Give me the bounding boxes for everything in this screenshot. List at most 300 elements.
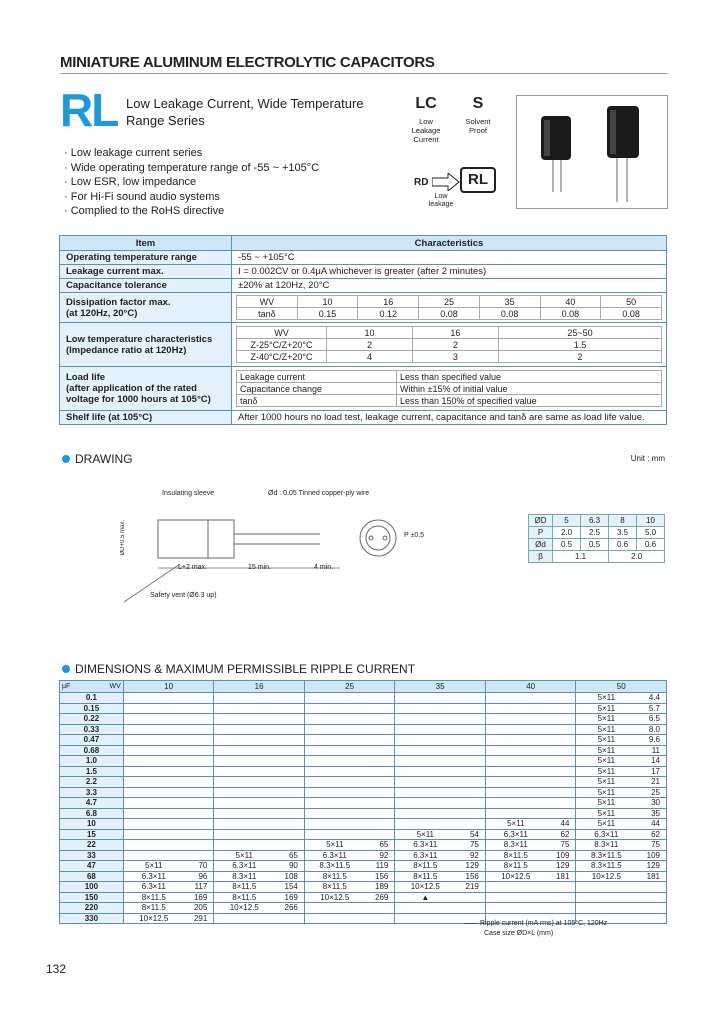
case-size-cell <box>304 829 364 840</box>
ripple-value-cell: 21 <box>636 777 666 788</box>
case-size-cell <box>304 693 364 704</box>
case-size-cell <box>395 693 455 704</box>
ripple-value-cell <box>636 903 666 914</box>
ripple-value-cell <box>274 735 304 746</box>
capacitance-cell: 47 <box>60 861 124 872</box>
ripple-value-cell <box>274 913 304 924</box>
table-row <box>60 850 667 861</box>
ripple-value-cell: 129 <box>636 861 666 872</box>
case-size-cell <box>214 724 274 735</box>
case-size-cell: 8×11.5 <box>304 871 364 882</box>
ripple-value-cell <box>455 714 485 725</box>
series-description: Low Leakage Current, Wide Temperature Range Series <box>126 96 364 128</box>
feature-item: · Low ESR, low impedance <box>64 175 319 190</box>
case-size-cell: 6.3×11 <box>576 829 636 840</box>
case-size-cell: 8×11.5 <box>485 850 545 861</box>
case-size-cell <box>214 777 274 788</box>
ripple-value-cell <box>455 693 485 704</box>
ripple-value-cell: 70 <box>184 861 214 872</box>
case-size-cell: 5×11 <box>576 766 636 777</box>
title-divider <box>60 73 668 74</box>
case-size-cell <box>214 819 274 830</box>
feature-item: · Complied to the RoHS directive <box>64 204 319 219</box>
dim-cell: 0.5 <box>553 539 581 551</box>
cap-tolerance-label: Capacitance tolerance <box>60 279 232 293</box>
ripple-value-cell: 189 <box>365 882 395 893</box>
case-size-cell <box>123 829 183 840</box>
feature-item: · For Hi-Fi sound audio systems <box>64 190 319 205</box>
ripple-value-cell <box>274 798 304 809</box>
case-size-cell <box>123 714 183 725</box>
ripple-value-cell: 30 <box>636 798 666 809</box>
length-label: L+2 max. <box>178 564 207 571</box>
ripple-value-cell: 44 <box>546 819 576 830</box>
ripple-value-cell <box>274 766 304 777</box>
ripple-value-cell <box>365 735 395 746</box>
ripple-value-cell: 35 <box>636 808 666 819</box>
load-life-sub2: voltage for 1000 hours at 105°C) <box>66 394 211 405</box>
df-table <box>236 295 662 320</box>
diameter-label: ØD+0.5 max. <box>120 520 126 556</box>
df-wv: 10 <box>297 296 358 308</box>
case-size-cell: 5×11 <box>576 714 636 725</box>
case-size-cell <box>395 714 455 725</box>
case-size-cell: 5×11 <box>576 819 636 830</box>
case-size-cell <box>485 724 545 735</box>
case-size-cell: 8.3×11.5 <box>576 850 636 861</box>
ripple-heading <box>62 662 415 676</box>
capacitance-cell: 68 <box>60 871 124 882</box>
feature-item: · Low leakage current series <box>64 146 319 161</box>
table-row <box>60 829 667 840</box>
solvent-proof-label: Solvent Proof <box>465 117 491 135</box>
case-size-cell: 5×11 <box>576 703 636 714</box>
ripple-value-cell <box>546 787 576 798</box>
low-leakage-badge <box>404 94 448 144</box>
df-wv: 16 <box>358 296 419 308</box>
df-wv-label: WV <box>237 296 298 308</box>
df-tan: 0.08 <box>540 308 601 320</box>
ripple-value-cell: 75 <box>455 840 485 851</box>
ripple-value-cell <box>184 766 214 777</box>
ripple-value-cell <box>455 787 485 798</box>
ripple-value-cell <box>274 840 304 851</box>
case-size-cell <box>304 703 364 714</box>
capacitance-cell: 0.22 <box>60 714 124 725</box>
table-row <box>60 871 667 882</box>
series-to: RL <box>460 167 496 193</box>
ltc-label-sub: (Impedance ratio at 120Hz) <box>66 344 187 356</box>
ripple-value-cell <box>184 735 214 746</box>
df-tan: 0.15 <box>297 308 358 320</box>
ripple-value-cell: 14 <box>636 756 666 767</box>
ripple-value-cell: 65 <box>274 850 304 861</box>
case-size-cell: 8×11.5 <box>123 892 183 903</box>
ripple-value-cell: 119 <box>365 861 395 872</box>
table-row <box>60 903 667 914</box>
dim-cell: β <box>529 551 553 563</box>
df-wv: 40 <box>540 296 601 308</box>
ripple-value-cell <box>365 808 395 819</box>
dim-header: 8 <box>609 515 637 527</box>
ripple-value-cell <box>546 808 576 819</box>
capacitance-cell: 0.15 <box>60 703 124 714</box>
ripple-value-cell <box>455 745 485 756</box>
bullet-icon <box>62 455 70 463</box>
case-size-cell <box>485 703 545 714</box>
ripple-value-cell <box>546 798 576 809</box>
case-size-cell: 5×11 <box>576 756 636 767</box>
load-v: Within ±15% of initial value <box>397 383 662 395</box>
series-from: RD <box>414 177 429 188</box>
case-size-cell <box>123 777 183 788</box>
dim-header: 10 <box>637 515 665 527</box>
ripple-value-cell: 25 <box>636 787 666 798</box>
ripple-value-cell <box>274 703 304 714</box>
ripple-value-cell <box>184 745 214 756</box>
dim-cell: 5.0 <box>637 527 665 539</box>
capacitance-cell: 1.5 <box>60 766 124 777</box>
ripple-value-cell: 109 <box>546 850 576 861</box>
ripple-value-cell: 181 <box>546 871 576 882</box>
case-size-cell <box>485 798 545 809</box>
df-tan: 0.12 <box>358 308 419 320</box>
ripple-value-cell: 11 <box>636 745 666 756</box>
df-wv: 35 <box>479 296 540 308</box>
case-size-cell <box>214 913 274 924</box>
case-size-cell <box>485 882 545 893</box>
ripple-value-cell <box>365 787 395 798</box>
ripple-value-cell <box>274 829 304 840</box>
case-size-cell <box>485 714 545 725</box>
case-size-cell <box>395 913 455 924</box>
df-tan: 0.08 <box>601 308 662 320</box>
ripple-value-cell: 62 <box>546 829 576 840</box>
case-size-cell <box>123 745 183 756</box>
dim-cell: 0.6 <box>637 539 665 551</box>
ripple-value-cell <box>184 819 214 830</box>
ripple-value-cell <box>546 756 576 767</box>
case-size-cell <box>214 756 274 767</box>
capacitance-cell: 330 <box>60 913 124 924</box>
table-row <box>60 714 667 725</box>
case-size-cell <box>576 882 636 893</box>
load-life-table <box>236 370 662 407</box>
table-row <box>60 756 667 767</box>
load-v: Less than specified value <box>397 371 662 383</box>
sleeve-label: Insulating sleeve <box>162 490 215 497</box>
load-life-text: Load life <box>66 372 106 383</box>
voltage-header: 50 <box>576 681 667 693</box>
table-row <box>60 777 667 788</box>
ripple-value-cell <box>636 892 666 903</box>
case-size-cell: 8.3×11 <box>214 871 274 882</box>
capacitance-cell: 4.7 <box>60 798 124 809</box>
lead-dimension-table <box>528 514 665 563</box>
ripple-value-cell <box>184 693 214 704</box>
ripple-value-cell <box>365 829 395 840</box>
case-size-cell <box>485 693 545 704</box>
ltc-wv: 10 <box>327 327 413 339</box>
ripple-value-cell: 6.5 <box>636 714 666 725</box>
capacitance-cell: 2.2 <box>60 777 124 788</box>
case-size-cell <box>304 766 364 777</box>
case-size-cell <box>123 735 183 746</box>
page-number: 132 <box>46 962 67 976</box>
legend-case-text: Case size ØD×L (mm) <box>484 930 554 937</box>
table-row <box>60 724 667 735</box>
case-size-cell: 10×12.5 <box>576 871 636 882</box>
case-size-cell <box>304 735 364 746</box>
ripple-value-cell <box>184 829 214 840</box>
case-size-cell <box>304 798 364 809</box>
ltc-r2: 2 <box>498 351 661 363</box>
feature-list <box>64 146 319 219</box>
case-size-cell <box>576 903 636 914</box>
ripple-value-cell <box>184 703 214 714</box>
dim-cell: 3.5 <box>609 527 637 539</box>
ripple-value-cell <box>455 892 485 903</box>
dim-header: 5 <box>553 515 581 527</box>
case-size-cell <box>485 766 545 777</box>
case-size-cell: 8.3×11.5 <box>304 861 364 872</box>
voltage-header: 40 <box>485 681 576 693</box>
case-size-cell: 5×11 <box>576 735 636 746</box>
case-size-cell <box>123 787 183 798</box>
case-size-cell: 6.3×11 <box>395 850 455 861</box>
capacitance-cell: 15 <box>60 829 124 840</box>
table-row <box>60 819 667 830</box>
series-code: RL <box>60 84 118 136</box>
case-size-cell <box>304 903 364 914</box>
ripple-value-cell <box>274 756 304 767</box>
case-size-cell <box>576 892 636 903</box>
case-size-cell <box>304 777 364 788</box>
ripple-value-cell: 75 <box>546 840 576 851</box>
case-size-cell: 8×11.5 <box>304 882 364 893</box>
ripple-value-cell <box>365 714 395 725</box>
case-size-cell: 5×11 <box>304 840 364 851</box>
ripple-value-cell <box>546 903 576 914</box>
case-size-cell: 10×12.5 <box>485 871 545 882</box>
df-label-sub: (at 120Hz, 20°C) <box>66 307 138 319</box>
capacitance-cell: 6.8 <box>60 808 124 819</box>
case-size-cell <box>485 735 545 746</box>
specifications-table <box>59 235 667 425</box>
voltage-header: 25 <box>304 681 395 693</box>
ripple-value-cell <box>546 714 576 725</box>
case-size-cell: 8×11.5 <box>214 882 274 893</box>
case-size-cell <box>395 787 455 798</box>
ripple-value-cell: 129 <box>455 861 485 872</box>
capacitance-cell: 0.33 <box>60 724 124 735</box>
table-row <box>60 892 667 903</box>
dim-cell: 0.5 <box>581 539 609 551</box>
ltc-r1: 2 <box>412 339 498 351</box>
ltc-r1: 1.5 <box>498 339 661 351</box>
col-item: Item <box>60 236 232 251</box>
ripple-value-cell <box>365 777 395 788</box>
col-characteristics: Characteristics <box>232 236 667 251</box>
lead2-label: 4 min. <box>314 564 334 571</box>
capacitor-image <box>517 96 667 208</box>
cap-tolerance-value: ±20% at 120Hz, 20°C <box>232 279 667 293</box>
capacitance-cell: 220 <box>60 903 124 914</box>
ripple-value-cell <box>274 777 304 788</box>
table-row <box>60 703 667 714</box>
capacitance-cell: 3.3 <box>60 787 124 798</box>
ripple-value-cell <box>365 913 395 924</box>
dim-cell: 2.5 <box>581 527 609 539</box>
case-size-cell <box>395 808 455 819</box>
case-size-cell <box>214 693 274 704</box>
unit-label: Unit : mm <box>630 454 665 463</box>
ripple-value-cell <box>365 798 395 809</box>
ltc-r2: 4 <box>327 351 413 363</box>
capacitance-cell: 150 <box>60 892 124 903</box>
case-size-cell <box>123 808 183 819</box>
table-row <box>60 882 667 893</box>
voltage-header: 16 <box>214 681 305 693</box>
case-size-cell <box>214 808 274 819</box>
case-size-cell: 10×12.5 <box>214 903 274 914</box>
ripple-value-cell <box>274 724 304 735</box>
ripple-value-cell <box>365 903 395 914</box>
case-size-cell: 10×12.5 <box>123 913 183 924</box>
ripple-value-cell: 266 <box>274 903 304 914</box>
ripple-value-cell <box>274 808 304 819</box>
case-size-cell <box>214 745 274 756</box>
dim-header: 6.3 <box>581 515 609 527</box>
df-tan: 0.08 <box>479 308 540 320</box>
legend-ripple-text: Ripple current (mA rms) at 105°C, 120Hz <box>479 920 608 927</box>
case-size-cell: ▲ <box>395 892 455 903</box>
case-size-cell <box>304 724 364 735</box>
ltc-label <box>60 323 232 367</box>
df-wv: 50 <box>601 296 662 308</box>
table-row <box>60 735 667 746</box>
pitch-label: P ±0.5 <box>404 532 425 539</box>
table-row <box>60 840 667 851</box>
drawing-heading-text: DRAWING <box>75 452 133 466</box>
capacitance-cell: 0.1 <box>60 693 124 704</box>
ripple-value-cell <box>184 798 214 809</box>
case-size-cell: 5×11 <box>576 808 636 819</box>
ripple-value-cell: 92 <box>365 850 395 861</box>
dimension-drawing <box>120 484 440 609</box>
case-size-cell <box>123 840 183 851</box>
case-size-cell <box>214 735 274 746</box>
page-title: MINIATURE ALUMINUM ELECTROLYTIC CAPACITORS <box>60 54 435 71</box>
ripple-value-cell <box>455 777 485 788</box>
table-row <box>60 745 667 756</box>
ripple-value-cell: 169 <box>184 892 214 903</box>
ripple-value-cell <box>365 745 395 756</box>
ltc-r2: 3 <box>412 351 498 363</box>
ripple-value-cell: 54 <box>455 829 485 840</box>
voltage-header: 35 <box>395 681 486 693</box>
arrow-right-icon <box>432 173 460 191</box>
case-size-cell <box>123 703 183 714</box>
case-size-cell: 8.3×11 <box>576 840 636 851</box>
ripple-value-cell <box>546 693 576 704</box>
ripple-value-cell <box>365 819 395 830</box>
ltc-wv: 25~50 <box>498 327 661 339</box>
case-size-cell <box>214 703 274 714</box>
case-size-cell <box>214 714 274 725</box>
case-size-cell: 5×11 <box>576 777 636 788</box>
op-temp-value: -55 ~ +105°C <box>232 251 667 265</box>
ripple-value-cell: 269 <box>365 892 395 903</box>
ripple-value-cell: 75 <box>636 840 666 851</box>
ripple-legend <box>464 919 607 939</box>
load-v: Less than 150% of specified value <box>397 395 662 407</box>
ripple-value-cell: 291 <box>184 913 214 924</box>
case-size-cell <box>123 850 183 861</box>
capacitance-cell: 0.47 <box>60 735 124 746</box>
table-row <box>60 766 667 777</box>
case-size-cell <box>123 798 183 809</box>
ripple-value-cell <box>546 766 576 777</box>
vent-label: Safety vent (Ø6.3 up) <box>150 592 217 599</box>
dim-cell: Ød <box>529 539 553 551</box>
capacitance-cell: 1.0 <box>60 756 124 767</box>
corner-cell <box>60 681 124 693</box>
case-size-cell <box>304 819 364 830</box>
ripple-value-cell: 90 <box>274 861 304 872</box>
case-size-cell: 5×11 <box>576 745 636 756</box>
ripple-value-cell <box>455 756 485 767</box>
case-size-cell: 8×11.5 <box>395 861 455 872</box>
case-size-cell: 8×11.5 <box>214 892 274 903</box>
case-size-cell: 8×11.5 <box>395 871 455 882</box>
case-size-cell <box>395 703 455 714</box>
ripple-value-cell: 156 <box>365 871 395 882</box>
dim-cell: P <box>529 527 553 539</box>
case-size-cell <box>304 745 364 756</box>
case-size-cell <box>304 808 364 819</box>
wire-label: Ød : 0.05 Tinned copper-ply wire <box>268 490 370 497</box>
case-size-cell: 6.3×11 <box>485 829 545 840</box>
leakage-value: I = 0.002CV or 0.4μA whichever is greater (after 2 minutes) <box>232 265 667 279</box>
case-size-cell <box>214 766 274 777</box>
legend-case <box>464 929 607 939</box>
table-row <box>60 693 667 704</box>
dim-cell: 2.0 <box>553 527 581 539</box>
ripple-value-cell <box>365 703 395 714</box>
case-size-cell <box>395 735 455 746</box>
case-size-cell <box>214 829 274 840</box>
case-size-cell: 5×11 <box>576 693 636 704</box>
ripple-value-cell <box>546 703 576 714</box>
ripple-current-table <box>59 680 667 924</box>
ripple-value-cell: 5.7 <box>636 703 666 714</box>
ripple-value-cell <box>274 819 304 830</box>
case-size-cell: 6.3×11 <box>123 871 183 882</box>
capacitance-cell: 10 <box>60 819 124 830</box>
ripple-value-cell <box>546 882 576 893</box>
ripple-value-cell <box>184 850 214 861</box>
legend-ripple: —— Ripple current (mA rms) at 105°C, 120Hz <box>464 920 608 927</box>
ripple-value-cell: 65 <box>365 840 395 851</box>
ripple-value-cell <box>365 724 395 735</box>
dim-header: ØD <box>529 515 553 527</box>
ltc-wv: 16 <box>412 327 498 339</box>
ripple-value-cell <box>455 724 485 735</box>
ripple-value-cell: 117 <box>184 882 214 893</box>
ripple-value-cell: 17 <box>636 766 666 777</box>
ripple-value-cell <box>184 714 214 725</box>
